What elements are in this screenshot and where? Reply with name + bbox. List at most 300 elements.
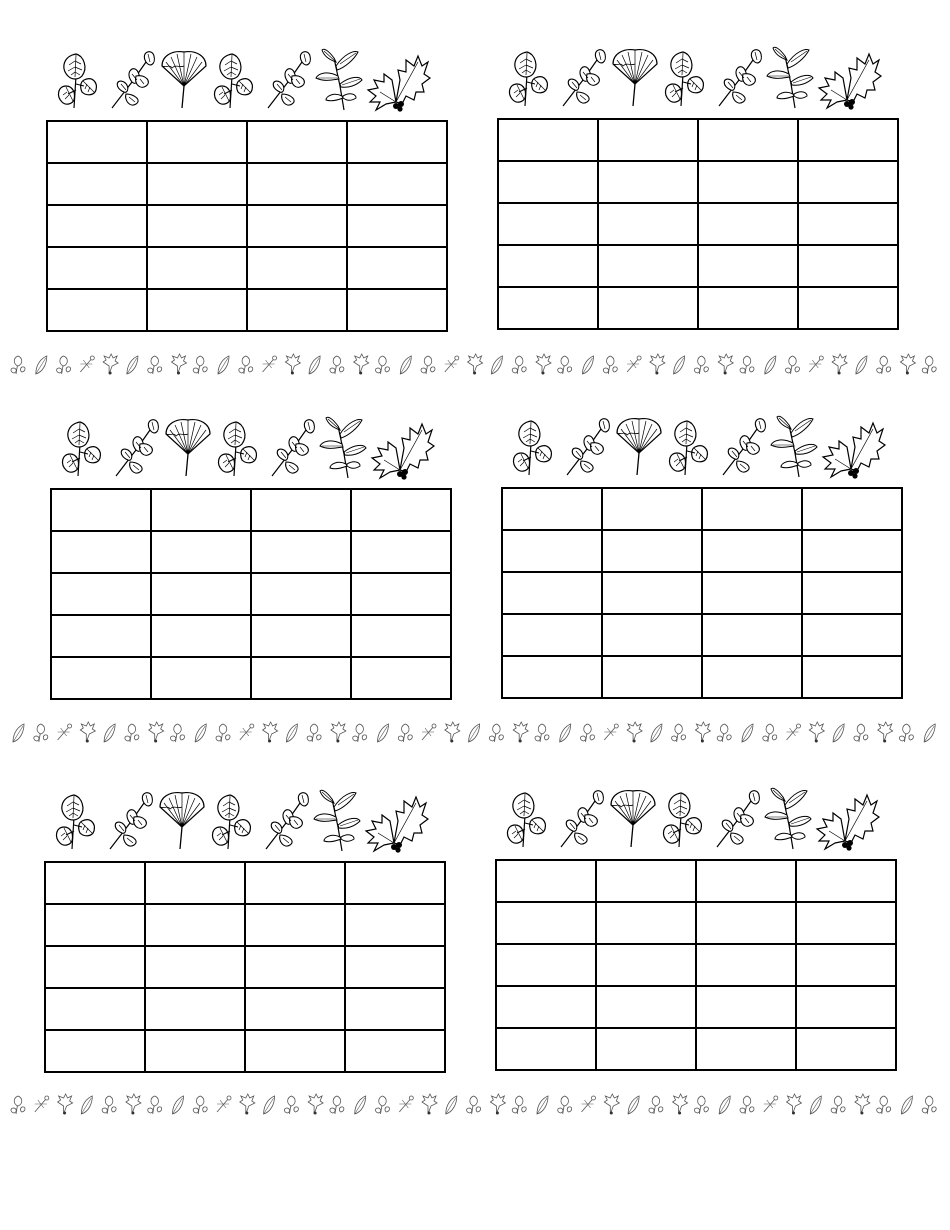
willow-sprig-icon [314, 790, 360, 851]
small-leaf-icon [216, 724, 230, 742]
birch-leaf-icon [63, 422, 101, 476]
small-leaf-icon [445, 356, 459, 372]
blank-cell [802, 530, 902, 572]
table-row [496, 860, 896, 902]
table-row [498, 203, 898, 245]
blank-cell [698, 203, 798, 245]
small-leaf-icon [856, 356, 867, 374]
small-leaf-icon [900, 354, 915, 375]
small-leaf-icon [422, 724, 436, 740]
blank-cell [496, 1028, 596, 1070]
blank-cell [345, 1030, 445, 1072]
table-row [51, 531, 451, 573]
leaf-header-art [497, 42, 899, 112]
leaf-header-art [501, 411, 903, 481]
small-leaf-icon [787, 1094, 802, 1115]
small-leaf-icon [355, 1096, 366, 1114]
table-row [47, 163, 447, 205]
leaf-header [44, 785, 446, 855]
willow-sprig-icon [771, 416, 817, 477]
small-leaf-icon [378, 724, 389, 742]
small-leaf-icon [399, 1096, 413, 1112]
blank-cell [51, 531, 151, 573]
blank-cell [596, 1028, 696, 1070]
blank-cell [802, 614, 902, 656]
small-leaf-icon [308, 1094, 323, 1115]
small-leaf-icon [263, 722, 278, 743]
small-leaf-icon [513, 722, 528, 743]
ginkgo-leaf-icon [617, 419, 661, 475]
blank-cell [796, 986, 896, 1028]
blank-cell [251, 489, 351, 531]
blank-cell [251, 573, 351, 615]
blank-cell [347, 121, 447, 163]
blank-cell [47, 163, 147, 205]
small-leaf-icon [717, 724, 731, 742]
birch-leaf-icon [510, 52, 548, 106]
small-leaf-icon [810, 1096, 821, 1114]
table-row [496, 902, 896, 944]
small-leaf-icon [490, 1094, 505, 1115]
maple-sprig-icon [719, 50, 761, 106]
blank-cell [247, 163, 347, 205]
blank-cell [796, 902, 896, 944]
small-leaf-icon [719, 1096, 730, 1114]
table-row [51, 657, 451, 699]
small-leaf-icon [536, 354, 551, 375]
small-leaf-icon [286, 724, 297, 742]
maple-sprig-icon [717, 791, 759, 847]
blank-cell [698, 287, 798, 329]
small-leaf-icon [627, 722, 642, 743]
blank-cell [145, 904, 245, 946]
small-leaf-icon [537, 1096, 548, 1114]
blank-cell [698, 119, 798, 161]
small-leaf-icon [558, 356, 572, 374]
blank-grid-table [46, 120, 448, 332]
blank-cell [151, 531, 251, 573]
small-leaf-icon [309, 356, 320, 374]
small-leaf-icon [604, 1094, 619, 1115]
holly-leaf-icon [372, 424, 434, 480]
blank-cell [798, 203, 898, 245]
small-leaf-border-icon [8, 1090, 942, 1118]
blank-cell [347, 205, 447, 247]
leaf-header [497, 42, 899, 112]
small-leaf-icon [674, 356, 685, 374]
willow-sprig-icon [320, 417, 366, 478]
small-leaf-icon [148, 356, 162, 374]
blank-cell [696, 860, 796, 902]
small-leaf-icon [694, 1096, 708, 1114]
blank-cell [796, 860, 896, 902]
table-row [498, 245, 898, 287]
maple-sprig-icon [561, 791, 603, 847]
blank-cell [351, 573, 451, 615]
small-leaf-icon [649, 1096, 663, 1114]
small-leaf-icon [421, 356, 435, 374]
blank-cell [347, 247, 447, 289]
blank-cell [51, 615, 151, 657]
small-leaf-icon [650, 354, 665, 375]
small-leaf-icon [13, 724, 24, 742]
small-leaf-icon [149, 722, 164, 743]
blank-cell [145, 1030, 245, 1072]
blank-cell [245, 946, 345, 988]
blank-cell [602, 614, 702, 656]
blank-cell [47, 289, 147, 331]
ginkgo-leaf-icon [613, 50, 657, 106]
ginkgo-leaf-icon [160, 793, 204, 849]
blank-cell [502, 530, 602, 572]
maple-sprig-icon [567, 419, 609, 475]
small-leaf-icon [125, 724, 139, 742]
leaf-card-4 [501, 411, 903, 481]
leaf-card-2 [497, 42, 899, 112]
blank-grid-table [50, 488, 452, 700]
small-leaf-icon [878, 722, 893, 743]
small-leaf-icon [651, 724, 662, 742]
maple-sprig-icon [723, 419, 765, 475]
leaf-header [495, 783, 897, 853]
small-leaf-border-icon [8, 350, 942, 378]
leaf-header-art [50, 412, 452, 482]
table-row [496, 986, 896, 1028]
small-leaf-icon [765, 356, 776, 374]
blank-cell [45, 988, 145, 1030]
small-leaf-icon [627, 356, 641, 372]
blank-cell [151, 573, 251, 615]
small-leaf-icon [512, 1096, 526, 1114]
holly-leaf-icon [823, 423, 885, 479]
small-leaf-icon [446, 1096, 457, 1114]
small-leaf-icon [604, 724, 618, 740]
maple-sprig-icon [116, 420, 158, 476]
table-row [498, 287, 898, 329]
ginkgo-leaf-icon [166, 420, 210, 476]
small-leaf-icon [583, 356, 594, 374]
blank-cell [702, 530, 802, 572]
small-leaf-icon [376, 356, 390, 374]
blank-cell [347, 163, 447, 205]
small-leaf-icon [673, 1094, 688, 1115]
table-row [47, 121, 447, 163]
blank-cell [251, 615, 351, 657]
small-leaf-icon [104, 724, 115, 742]
small-leaf-icon [376, 1096, 390, 1114]
table-row [45, 862, 445, 904]
small-leaf-icon [628, 1096, 639, 1114]
small-leaf-icon [924, 724, 935, 742]
blank-cell [147, 247, 247, 289]
blank-cell [696, 902, 796, 944]
small-leaf-icon [582, 1096, 596, 1112]
maple-sprig-icon [112, 52, 154, 108]
small-leaf-icon [58, 1094, 73, 1115]
small-leaf-icon [740, 356, 754, 374]
small-leaf-icon [80, 356, 94, 372]
small-leaf-icon [560, 724, 571, 742]
holly-leaf-icon [368, 56, 430, 112]
blank-cell [45, 946, 145, 988]
small-leaf-icon [126, 1094, 141, 1115]
small-leaf-icon [80, 722, 95, 743]
blank-cell [596, 944, 696, 986]
small-leaf-icon [491, 356, 502, 374]
blank-cell [796, 1028, 896, 1070]
small-leaf-icon [855, 1094, 870, 1115]
ginkgo-leaf-icon [162, 52, 206, 108]
blank-cell [47, 121, 147, 163]
blank-cell [602, 488, 702, 530]
leaf-header-art [495, 783, 897, 853]
blank-cell [345, 946, 445, 988]
blank-cell [245, 1030, 345, 1072]
maple-sprig-icon [266, 793, 308, 849]
leaf-header [501, 411, 903, 481]
ginkgo-leaf-icon [611, 791, 655, 847]
blank-cell [696, 986, 796, 1028]
table-row [498, 161, 898, 203]
blank-cell [498, 119, 598, 161]
small-leaf-icon [740, 1096, 754, 1114]
leaf-header [46, 44, 448, 114]
blank-cell [345, 862, 445, 904]
table-row [45, 1030, 445, 1072]
maple-sprig-icon [272, 420, 314, 476]
small-leaf-icon [899, 724, 913, 742]
small-leaf-icon [809, 356, 823, 372]
small-leaf-icon [833, 724, 844, 742]
maple-sprig-icon [268, 52, 310, 108]
blank-cell [698, 245, 798, 287]
leaf-divider-2 [8, 718, 942, 746]
table-row [502, 530, 902, 572]
small-leaf-icon [901, 1096, 912, 1114]
small-leaf-icon [558, 1096, 572, 1114]
table-row [47, 247, 447, 289]
small-leaf-icon [240, 724, 254, 740]
small-leaf-icon [512, 356, 526, 374]
birch-leaf-icon [664, 793, 702, 847]
blank-cell [798, 287, 898, 329]
leaf-divider-3 [8, 1090, 942, 1118]
blank-cell [798, 119, 898, 161]
small-leaf-icon [11, 1096, 25, 1114]
blank-cell [702, 656, 802, 698]
blank-cell [245, 988, 345, 1030]
blank-cell [598, 203, 698, 245]
small-leaf-icon [34, 724, 48, 742]
blank-cell [502, 656, 602, 698]
small-leaf-icon [102, 1096, 116, 1114]
blank-cell [502, 572, 602, 614]
blank-cell [798, 245, 898, 287]
blank-cell [51, 657, 151, 699]
blank-cell [51, 489, 151, 531]
blank-cell [502, 614, 602, 656]
small-leaf-icon [694, 356, 708, 374]
leaf-card-6 [495, 783, 897, 853]
small-leaf-icon [195, 724, 206, 742]
blank-cell [702, 572, 802, 614]
small-leaf-icon [718, 354, 733, 375]
blank-cell [147, 289, 247, 331]
table-row [502, 614, 902, 656]
blank-cell [45, 1030, 145, 1072]
small-leaf-icon [330, 1096, 344, 1114]
blank-cell [145, 988, 245, 1030]
birch-leaf-icon [59, 54, 97, 108]
blank-grid-table [44, 861, 446, 1073]
leaf-card-3 [50, 412, 452, 482]
blank-grid-table [501, 487, 903, 699]
blank-cell [45, 904, 145, 946]
blank-cell [496, 902, 596, 944]
birch-leaf-icon [666, 52, 704, 106]
blank-cell [245, 904, 345, 946]
blank-cell [151, 615, 251, 657]
blank-cell [247, 289, 347, 331]
maple-sprig-icon [563, 50, 605, 106]
blank-cell [145, 862, 245, 904]
blank-cell [145, 946, 245, 988]
blank-cell [702, 614, 802, 656]
maple-sprig-icon [110, 793, 152, 849]
blank-cell [147, 163, 247, 205]
small-leaf-icon [81, 1096, 92, 1114]
small-leaf-icon [57, 356, 71, 374]
small-leaf-icon [103, 354, 118, 375]
small-leaf-icon [193, 356, 207, 374]
small-leaf-icon [173, 1096, 184, 1114]
small-leaf-icon [922, 1096, 936, 1114]
small-leaf-icon [922, 356, 936, 374]
blank-cell [598, 119, 698, 161]
small-leaf-icon [263, 356, 277, 372]
blank-cell [345, 904, 445, 946]
blank-cell [802, 656, 902, 698]
small-leaf-border-icon [8, 718, 942, 746]
small-leaf-icon [148, 1096, 162, 1114]
small-leaf-icon [489, 724, 503, 742]
small-leaf-icon [331, 722, 346, 743]
small-leaf-icon [763, 724, 777, 742]
small-leaf-icon [285, 354, 300, 375]
small-leaf-icon [239, 356, 253, 374]
blank-cell [798, 161, 898, 203]
small-leaf-icon [400, 356, 411, 374]
blank-cell [496, 986, 596, 1028]
small-leaf-icon [193, 1096, 207, 1114]
table-row [502, 572, 902, 614]
small-leaf-icon [831, 1096, 845, 1114]
table-row [51, 573, 451, 615]
blank-cell [151, 489, 251, 531]
blank-grid-table [497, 118, 899, 330]
blank-cell [698, 161, 798, 203]
leaf-card-1 [46, 44, 448, 114]
birch-leaf-icon [514, 421, 552, 475]
blank-cell [596, 902, 696, 944]
blank-cell [351, 615, 451, 657]
blank-cell [345, 988, 445, 1030]
table-row [47, 205, 447, 247]
table-row [45, 946, 445, 988]
small-leaf-icon [603, 356, 617, 374]
blank-cell [802, 488, 902, 530]
small-leaf-icon [672, 724, 686, 742]
blank-cell [351, 531, 451, 573]
small-leaf-icon [877, 1096, 891, 1114]
table-row [47, 289, 447, 331]
birch-leaf-icon [670, 421, 708, 475]
blank-cell [47, 205, 147, 247]
small-leaf-icon [467, 1096, 481, 1114]
small-leaf-icon [330, 356, 344, 374]
birch-leaf-icon [508, 793, 546, 847]
table-row [45, 988, 445, 1030]
holly-leaf-icon [366, 797, 428, 853]
small-leaf-icon [35, 1096, 49, 1112]
blank-grid-table [495, 859, 897, 1071]
blank-cell [147, 205, 247, 247]
blank-cell [251, 657, 351, 699]
willow-sprig-icon [316, 49, 362, 110]
leaf-header-art [44, 785, 446, 855]
holly-leaf-icon [817, 795, 879, 851]
birch-leaf-icon [57, 795, 95, 849]
leaf-header [50, 412, 452, 482]
table-row [502, 656, 902, 698]
table-row [45, 904, 445, 946]
blank-cell [602, 530, 702, 572]
birch-leaf-icon [219, 422, 257, 476]
blank-cell [696, 1028, 796, 1070]
willow-sprig-icon [765, 788, 811, 849]
small-leaf-icon [264, 1096, 275, 1114]
blank-cell [598, 161, 698, 203]
blank-cell [498, 287, 598, 329]
small-leaf-icon [445, 722, 460, 743]
blank-cell [596, 860, 696, 902]
leaf-card-5 [44, 785, 446, 855]
table-row [498, 119, 898, 161]
blank-cell [598, 287, 698, 329]
blank-cell [51, 573, 151, 615]
small-leaf-icon [284, 1096, 298, 1114]
small-leaf-icon [877, 356, 891, 374]
blank-cell [251, 531, 351, 573]
blank-cell [498, 161, 598, 203]
leaf-header-art [46, 44, 448, 114]
small-leaf-icon [11, 356, 25, 374]
small-leaf-icon [695, 722, 710, 743]
small-leaf-icon [353, 724, 367, 742]
blank-cell [496, 860, 596, 902]
small-leaf-icon [354, 354, 369, 375]
small-leaf-icon [468, 354, 483, 375]
small-leaf-icon [809, 722, 824, 743]
table-row [51, 615, 451, 657]
small-leaf-icon [764, 1096, 778, 1112]
holly-leaf-icon [819, 54, 881, 110]
blank-cell [696, 944, 796, 986]
blank-cell [702, 488, 802, 530]
small-leaf-icon [854, 724, 868, 742]
small-leaf-icon [786, 356, 800, 374]
blank-cell [498, 245, 598, 287]
